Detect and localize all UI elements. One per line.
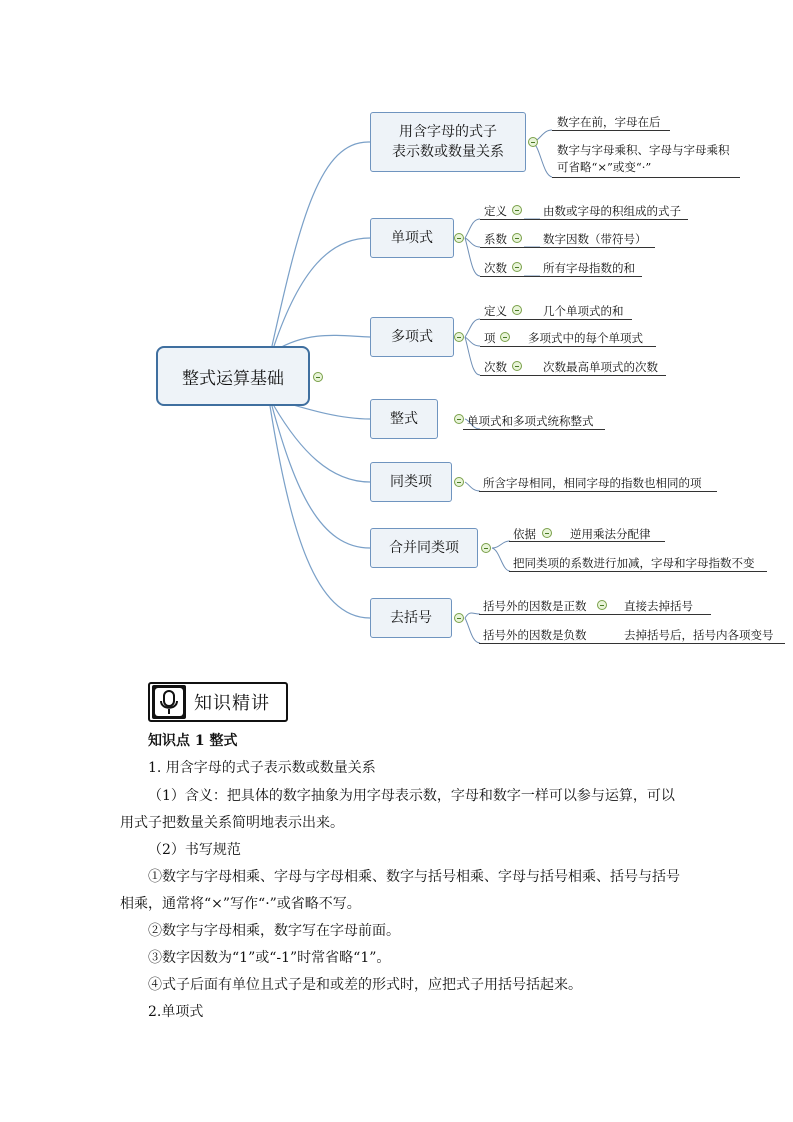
leaf-underline	[552, 177, 740, 178]
microphone-icon	[152, 685, 186, 719]
leaf-underline	[480, 375, 666, 376]
leaf-text: 次数最高单项式的次数	[543, 360, 658, 374]
leaf-key: 括号外的因数是负数	[483, 628, 587, 642]
leaf-underline	[479, 491, 717, 492]
leaf-text: 直接去掉括号	[624, 599, 693, 613]
connector-node2	[274, 238, 370, 346]
leaf-text: 由数或字母的积组成的式子	[543, 204, 681, 218]
leaf-underline	[480, 346, 656, 347]
collapse-icon[interactable]	[500, 332, 510, 342]
leaf-key: 定义	[484, 304, 507, 318]
leaf-underline	[552, 130, 670, 131]
leaf-underline	[479, 614, 711, 615]
connector-node5	[274, 406, 370, 482]
leaf-key: 依据	[513, 527, 536, 541]
collapse-icon[interactable]	[454, 332, 464, 342]
mindmap-node-combine-like-terms[interactable]: 合并同类项	[370, 528, 478, 568]
mindmap-node-polynomial[interactable]: 多项式	[370, 317, 454, 357]
collapse-icon[interactable]	[454, 613, 464, 623]
collapse-icon[interactable]	[512, 233, 522, 243]
collapse-icon[interactable]	[512, 305, 522, 315]
leaf-key: 括号外的因数是正数	[483, 599, 587, 613]
mindmap-node-integral-expression[interactable]: 整式	[370, 399, 438, 439]
connector-node7	[270, 406, 370, 618]
collapse-icon[interactable]	[454, 414, 464, 424]
collapse-icon[interactable]	[542, 528, 552, 538]
leaf-underline	[509, 571, 767, 572]
section-banner	[148, 682, 288, 722]
collapse-icon[interactable]	[512, 262, 522, 272]
leaf-text: 把同类项的系数进行加减，字母和字母指数不变	[513, 556, 755, 570]
connector-node1	[272, 142, 370, 346]
paragraph: ④式子后面有单位且式子是和或差的形式时，应把式子用括号括起来。	[148, 977, 582, 993]
collapse-icon[interactable]	[454, 477, 464, 487]
leaf-text: 数字因数（带符号）	[543, 232, 647, 246]
paragraph: 相乘，通常将“×”写作“·”或省略不写。	[120, 896, 361, 912]
connector-node6	[272, 406, 370, 548]
paragraph: ②数字与字母相乘，数字写在字母前面。	[148, 923, 400, 939]
mindmap-root[interactable]: 整式运算基础	[156, 346, 310, 406]
collapse-icon[interactable]	[313, 372, 323, 382]
collapse-icon[interactable]	[454, 233, 464, 243]
banner-title: 知识精讲	[194, 693, 270, 714]
leaf-text: 去掉括号后，括号内各项变号	[624, 628, 774, 642]
paragraph: （1）含义：把具体的数字抽象为用字母表示数，字母和数字一样可以参与运算，可以	[148, 788, 675, 804]
leaf-text: 逆用乘法分配律	[570, 527, 651, 541]
collapse-icon[interactable]	[512, 361, 522, 371]
leaf-key: 次数	[484, 261, 507, 275]
paragraph: 用式子把数量关系简明地表示出来。	[120, 815, 344, 831]
leaf-text: 单项式和多项式统称整式	[467, 414, 594, 428]
collapse-icon[interactable]	[597, 600, 607, 610]
collapse-icon[interactable]	[481, 543, 491, 553]
mindmap-node-monomial[interactable]: 单项式	[370, 218, 454, 258]
paragraph: 1. 用含字母的式子表示数或数量关系	[148, 760, 376, 776]
paragraph: （2）书写规范	[148, 842, 241, 858]
mindmap-node-remove-brackets[interactable]: 去括号	[370, 598, 452, 638]
leaf-underline	[480, 319, 632, 320]
leaf-key: 系数	[484, 232, 507, 246]
collapse-icon[interactable]	[528, 137, 538, 147]
leaf-underline	[480, 219, 688, 220]
paragraph: ③数字因数为“1”或“-1”时常省略“1”。	[148, 950, 391, 966]
collapse-icon[interactable]	[512, 205, 522, 215]
leaf-underline	[463, 429, 605, 430]
leaf-text: 可省略“×”或变“·”	[557, 160, 652, 174]
leaf-text: 所含字母相同，相同字母的指数也相同的项	[483, 476, 702, 490]
leaf-text: 数字与字母乘积、字母与字母乘积	[557, 143, 730, 157]
leaf-text: 几个单项式的和	[543, 304, 624, 318]
leaf-underline	[480, 276, 642, 277]
leaf-key: 次数	[484, 360, 507, 374]
leaf-key: 定义	[484, 204, 507, 218]
leaf-text: 多项式中的每个单项式	[528, 331, 643, 345]
leaf-text: 数字在前，字母在后	[557, 115, 661, 129]
mindmap-node-expression[interactable]	[370, 112, 526, 172]
leaf-text: 所有字母指数的和	[543, 261, 635, 275]
leaf-underline	[480, 247, 655, 248]
node-label: 用含字母的式子	[399, 124, 497, 140]
knowledge-heading: 知识点 1 整式	[148, 733, 238, 749]
paragraph: 2.单项式	[148, 1004, 204, 1020]
leaf-key: 项	[484, 331, 496, 345]
node-label: 表示数或数量关系	[392, 144, 504, 160]
leaf-underline	[479, 643, 785, 644]
paragraph: ①数字与字母相乘、字母与字母相乘、数字与括号相乘、字母与括号相乘、括号与括号	[148, 869, 680, 885]
leaf-underline	[509, 541, 665, 542]
mindmap-node-like-terms[interactable]: 同类项	[370, 462, 452, 502]
